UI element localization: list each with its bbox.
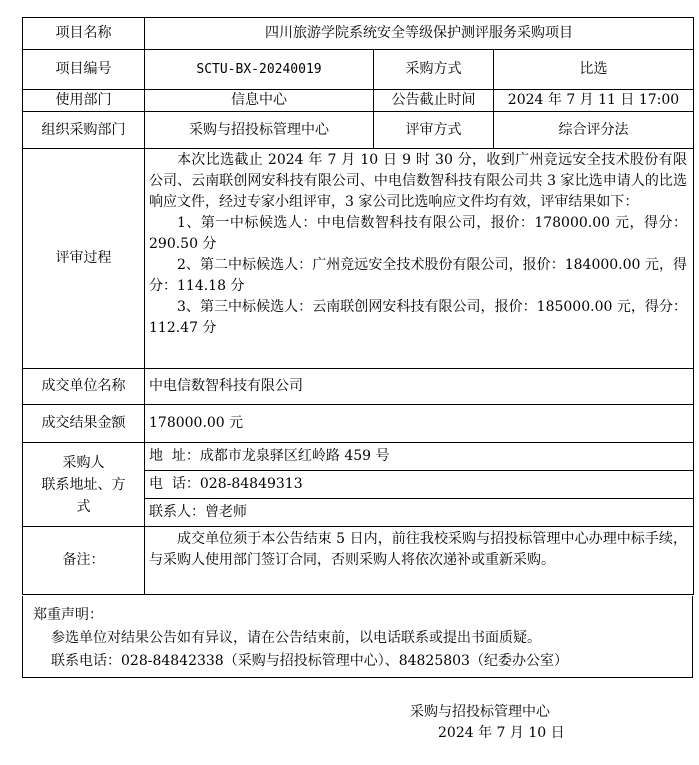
- statement-title: 郑重声明：: [33, 607, 103, 623]
- row-amount: [23, 405, 694, 443]
- statement-line-2: 联系电话：028-84842338（采购与招投标管理中心）、84825803（纪委办公室）: [51, 653, 568, 669]
- statement-line-1: 参选单位对结果公告如有异议，请在公告结束前，以电话联系或提出书面质疑。: [51, 630, 541, 646]
- row-organizer: [23, 112, 694, 149]
- winner-label: 成交单位名称: [23, 369, 145, 405]
- amount-label: 成交结果金额: [23, 405, 145, 443]
- deadline-label: 公告截止时间: [374, 90, 494, 112]
- candidate-1: 1、第一中标候选人：中电信数智科技有限公司，报价：178000.00 元，得分：290.50 分: [149, 215, 687, 252]
- signature-org: 采购与招投标管理中心: [410, 704, 550, 720]
- winner-value: 中电信数智科技有限公司: [145, 369, 694, 405]
- row-project-name: [23, 18, 694, 50]
- remarks-text: 成交单位须于本公告结束 5 日内，前往我校采购与招投标管理中心办理中标手续，与采购人使用部门签订合同，否则采购人将依次递补或重新采购。: [149, 531, 687, 568]
- statement-box: [22, 596, 693, 678]
- candidate-3: 3、第三中标候选人：云南联创网安科技有限公司，报价：185000.00 元，得分：112.47 分: [149, 299, 687, 336]
- project-number-label: 项目编号: [23, 50, 145, 90]
- purchaser-phone: 电 话：028-84849313: [145, 471, 693, 499]
- row-winner: [23, 369, 694, 405]
- row-remarks: [23, 527, 694, 595]
- row-project-number: [23, 50, 694, 90]
- project-number-value: SCTU-BX-20240019: [145, 50, 374, 90]
- purchaser-address: 地 址：成都市龙泉驿区红岭路 459 号: [145, 443, 693, 471]
- organizing-department-label: 组织采购部门: [23, 112, 145, 149]
- organizing-department-value: 采购与招投标管理中心: [145, 112, 374, 149]
- purchaser-contact-details: [145, 443, 694, 527]
- purchaser-contact-label: [23, 443, 145, 527]
- using-department-value: 信息中心: [145, 90, 374, 112]
- announcement-table: [22, 17, 694, 595]
- remarks-label: 备注：: [23, 527, 145, 595]
- review-process-label: 评审过程: [23, 149, 145, 369]
- review-method-value: 综合评分法: [494, 112, 694, 149]
- using-department-label: 使用部门: [23, 90, 145, 112]
- procurement-method-value: 比选: [494, 50, 694, 90]
- signature-date: 2024 年 7 月 10 日: [438, 725, 565, 741]
- purchaser-contact-label-line1: 采购人: [62, 454, 105, 471]
- project-name-value: 四川旅游学院系统安全等级保护测评服务采购项目: [145, 18, 694, 50]
- purchaser-contact-person: 联系人：曾老师: [149, 504, 247, 520]
- review-method-label: 评审方式: [374, 112, 494, 149]
- candidate-2: 2、第二中标候选人：广州竞远安全技术股份有限公司，报价：184000.00 元，得分：114.18 分: [149, 257, 687, 294]
- row-purchaser-contact: [23, 443, 694, 527]
- procurement-method-label: 采购方式: [374, 50, 494, 90]
- row-department: [23, 90, 694, 112]
- row-review-process: [23, 149, 694, 369]
- deadline-value: 2024 年 7 月 11 日 17:00: [494, 90, 694, 112]
- signature-block: [410, 702, 610, 744]
- review-process-intro: 本次比选截止 2024 年 7 月 10 日 9 时 30 分，收到广州竞远安全技术股份有限公司、云南联创网安科技有限公司、中电信数智科技有限公司共 3 家比选申请人的比选响应文件，经过专家小组评审，3 家公司比选响应文件均有效，评审结果如下：: [149, 152, 687, 210]
- purchaser-contact-label-line2: 联系地址、方式: [41, 476, 126, 515]
- remarks-content: [145, 527, 694, 595]
- review-process-content: [145, 149, 694, 369]
- project-name-label: 项目名称: [23, 18, 145, 50]
- amount-value: 178000.00 元: [145, 405, 694, 443]
